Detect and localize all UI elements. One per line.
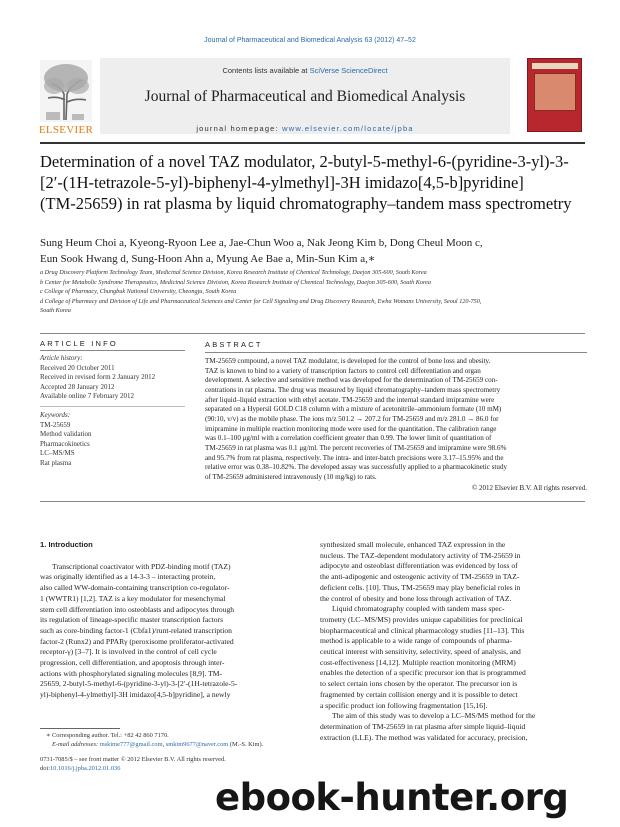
abstract-text — [205, 357, 587, 483]
homepage-prefix: journal homepage: — [196, 124, 283, 133]
body-line: Transcriptional coactivator with PDZ-binding motif (TAZ) — [52, 561, 231, 571]
info-label-divider — [40, 350, 185, 351]
sciencedirect-link[interactable]: SciVerse ScienceDirect — [309, 66, 388, 75]
body-line: ceutical interest with sensitivity, selectivity, speed of analysis, and — [320, 647, 521, 657]
abstract-copyright: © 2012 Elsevier B.V. All rights reserved. — [471, 483, 587, 492]
body-line: method is applicable to a wide range of compounds of pharma- — [320, 636, 512, 646]
abstract-bottom-divider — [40, 501, 585, 502]
keywords-heading: Keywords: — [40, 411, 71, 419]
authors-line: Sung Heum Choi a, Kyeong-Ryoon Lee a, Jae-Chun Woo a, Nak Jeong Kim b, Dong Cheul Moon c, — [40, 237, 483, 249]
authors-line: Eun Sook Hwang d, Sung-Hoon Ahn a, Myung Ae Bae a, Min-Sun Kim a,∗ — [40, 253, 376, 265]
body-line: to select certain ions chosen by the operator. The precursor ion is — [320, 679, 518, 689]
body-line: determination of TM-25659 in rat plasma after simple liquid–liquid — [320, 721, 526, 731]
abstract-line: centrations in rat plasma. The drug was measured by liquid chromatography–tandem mass spectrometry — [205, 385, 501, 394]
title-line: [2′-(1H-tetrazole-5-yl)-biphenyl-4-ylmethyl]-3H imidazo[4,5-b]pyridine] — [40, 173, 524, 192]
contents-line — [100, 66, 510, 75]
body-line: The aim of this study was to develop a LC–MS/MS method for the — [332, 711, 536, 721]
elsevier-tree-logo — [40, 60, 92, 122]
abstract-line: relative error was 0.38–10.82%. The developed assay was successfully applied to a pharmacokinetic study — [205, 463, 508, 472]
abstract-label: ABSTRACT — [205, 340, 263, 349]
abstract-line: after liquid–liquid extraction with ethyl acetate. TM-25659 and the internal standard imipramine were — [205, 395, 495, 404]
abstract-line: imipramine in multiple reaction monitoring mode were used for the quantitation. The calibration range — [205, 424, 497, 433]
body-line: cost-effectiveness [14,12]. Multiple reaction monitoring (MRM) — [320, 657, 516, 667]
keywords — [40, 411, 185, 469]
body-line: nucleus. The TAZ-dependent modulatory activity of TM-25659 in — [320, 550, 521, 560]
affiliation: South Korea — [40, 307, 71, 315]
info-mid-divider — [40, 406, 185, 407]
keyword: Pharmacokinetics — [40, 439, 90, 448]
email-line — [40, 740, 308, 749]
footnote-divider — [40, 728, 120, 729]
body-line: deficient cells. [10]. Thus, TM-25659 may play beneficial roles in — [320, 582, 521, 592]
affiliation: b Center for Metabolic Syndrome Therapeutics, Medicinal Science Division, Korea Research Institute of Chemical Technology, Daejon 305-600, South Korea — [40, 278, 432, 286]
body-line: synthesized small molecule, enhanced TAZ expression in the — [320, 540, 506, 549]
homepage-link[interactable]: www.elsevier.com/locate/jpba — [282, 124, 414, 133]
body-line: actions with phosphorylated signaling molecules [8,9]. TM- — [40, 668, 223, 678]
journal-cover-thumbnail — [527, 58, 582, 132]
body-left-column — [40, 540, 308, 701]
body-line: fragmented by certain collision energy and it is possible to detect — [320, 689, 518, 699]
body-line: progression, cell differentiation, and apoptosis through inter- — [40, 658, 225, 668]
header-divider — [40, 142, 585, 144]
history-item: Received 20 October 2011 — [40, 363, 115, 372]
history-item: Accepted 28 January 2012 — [40, 382, 115, 391]
email-suffix: (M.-S. Kim). — [228, 741, 264, 748]
body-line: the anti-adipogenic and osteogenic activity of TM-25659 in TAZ- — [320, 572, 520, 582]
body-line: extraction (LLE). The method was validated for accuracy, precision, — [320, 732, 528, 742]
body-line: biopharmaceutical and clinical pharmacology studies [11–13]. This — [320, 625, 525, 635]
affiliation: d College of Pharmacy and Division of Life and Pharmaceutical Sciences and Center for Cell Signaling and Drug Discovery Research, Ewha Womans University, Seoul 120-750, — [40, 297, 482, 305]
abstract — [205, 340, 587, 492]
abstract-line: development. A selective and sensitive method was developed for the determination of TM-25659 con- — [205, 376, 498, 385]
keyword: TM-25659 — [40, 420, 71, 429]
keyword: LC–MS/MS — [40, 449, 75, 458]
body-line: yl)-biphenyl-4-ylmethyl]-3H imidazo[4,5-b]pyridine], a newly — [40, 690, 231, 700]
article-info — [40, 354, 185, 402]
abstract-label-divider — [205, 352, 587, 353]
keyword: Method validation — [40, 430, 92, 439]
email-separator: , — [162, 741, 166, 748]
body-line: Liquid chromatography coupled with tandem mass spec- — [332, 604, 505, 614]
info-top-divider — [40, 333, 585, 334]
history-item: Received in revised form 2 January 2012 — [40, 373, 156, 382]
body-line: such as core-binding factor-1 (Cbfa1)/runt-related transcription — [40, 625, 232, 635]
body-line: a specific product ion following fragmentation [15,16]. — [320, 700, 488, 710]
cover-title-bar — [532, 63, 578, 69]
abstract-line: (90:10, v/v) as the mobile phase. The ions m/z 501.2 → 207.2 for TM-25659 and m/z 281.0 → 86.0 for — [205, 414, 499, 423]
doi-prefix: doi: — [40, 765, 50, 772]
title-line: (TM-25659) in rat plasma by liquid chromatography–tandem mass spectrometry — [40, 194, 572, 213]
publisher-name: ELSEVIER — [38, 124, 94, 136]
email-prefix: E-mail addresses: — [52, 741, 100, 748]
watermark: ebook-hunter.org — [215, 776, 569, 819]
affiliations — [40, 268, 585, 316]
article-title — [40, 151, 585, 214]
author-list — [40, 235, 585, 267]
abstract-line: and 95.7% from rat plasma, respectively. The intra- and inter-batch precisions were 3.17–15.95% and the — [205, 453, 504, 462]
affiliation: a Drug Discovery Platform Technology Team, Medicinal Science Division, Korea Research Institute of Chemical Technology, Daejon 305-600, South Korea — [40, 269, 427, 276]
abstract-line: TM-25659 in rat plasma was 0.1 μg/ml. The percent recoveries of TM-25659 and imipramine were 98.6% — [205, 443, 507, 452]
journal-citation[interactable]: Journal of Pharmaceutical and Biomedical Analysis 63 (2012) 47–52 — [204, 37, 416, 44]
abstract-line: of TM-25659 administered intravenously (10 mg/kg) to rats. — [205, 472, 377, 481]
abstract-line: TAZ is known to bind to a variety of transcription factors to control cell differentiation and organ — [205, 366, 481, 375]
journal-name: Journal of Pharmaceutical and Biomedical Analysis — [144, 88, 466, 105]
issn: 0731-7085/$ – see front matter © 2012 Elsevier B.V. All rights reserved. — [40, 756, 226, 763]
body-line: stem cell differentiation into osteoblasts and adipocytes through — [40, 604, 235, 614]
footnotes — [40, 731, 308, 749]
body-line: its regulation of lineage-specific master transcription factors — [40, 615, 224, 625]
body-right-column — [320, 540, 586, 743]
body-line: also called WW-domain-containing transcription co-regulator- — [40, 583, 230, 593]
section-heading: 1. Introduction — [40, 540, 93, 549]
article-info-label: ARTICLE INFO — [40, 339, 118, 348]
body-line: adipocyte and osteoblast differentiation was evidenced by loss of — [320, 561, 518, 571]
body-line: the control of obesity and bone loss through activation of TAZ. — [320, 593, 512, 603]
email-link[interactable]: mskime777@gmail.com — [99, 741, 163, 748]
keyword: Rat plasma — [40, 458, 72, 467]
doi-line — [40, 764, 308, 773]
affiliation: c College of Pharmacy, Chungbuk National University, Cheongju, South Korea — [40, 288, 237, 296]
body-line: trometry (LC–MS/MS) provides unique capabilities for preclinical — [320, 614, 523, 624]
abstract-line: TM-25659 compound, a novel TAZ modulator, is developed for the control of bone loss and obesity. — [205, 357, 491, 365]
email-link[interactable]: smkim9677@naver.com — [165, 741, 229, 748]
abstract-line: separated on a Hypersil GOLD C18 column with a mixture of acetonitrile–ammonium formate (10 mM) — [205, 405, 502, 414]
body-line: enables the detection of a specific precursor ion that is programmed — [320, 668, 526, 678]
issn-line — [40, 755, 308, 773]
abstract-line: was 0.1–100 μg/ml with a correlation coefficient greater than 0.99. The lower limit of quantitation of — [205, 434, 492, 443]
history-heading: Article history: — [40, 354, 83, 362]
title-line: Determination of a novel TAZ modulator, 2-butyl-5-methyl-6-(pyridine-3-yl)-3- — [40, 152, 569, 171]
body-line: factor-2 (Runx2) and PPARγ (peroxisome proliferator-activated — [40, 636, 234, 646]
journal-homepage — [100, 124, 510, 133]
history-item: Available online 7 February 2012 — [40, 392, 134, 401]
body-line: 25659, 2-butyl-5-methyl-6-(pyridine-3-yl)-3-[2′-(1H-tetrazole-5- — [40, 679, 238, 689]
contents-prefix: Contents lists available at — [222, 66, 310, 75]
corresponding-author: ∗ Corresponding author. Tel.: +82 42 860 7170. — [46, 732, 169, 739]
cover-image — [534, 73, 576, 111]
body-line: 1 (WWTR1) [1,2]. TAZ is a key modulator for mesenchymal — [40, 593, 226, 603]
body-line: was originally identified as a 14-3-3 – interacting protein, — [40, 572, 216, 582]
body-line: receptor-γ) [3–7]. It is involved in the control of cell cycle — [40, 647, 217, 657]
doi-link[interactable]: 10.1016/j.jpba.2012.01.036 — [49, 765, 121, 772]
